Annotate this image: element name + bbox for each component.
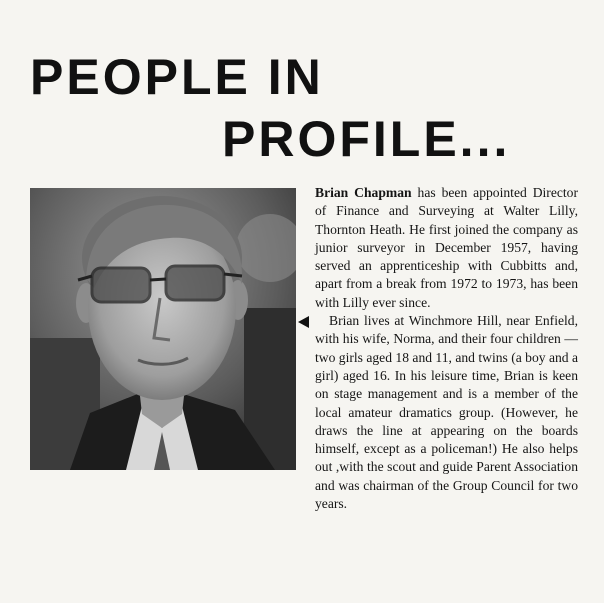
article-paragraph-2: Brian lives at Winchmore Hill, near Enfield, with his wife, Norma, and their four children — two girls aged 18 and 11, and twins (a boy and a girl) aged 16. In his leisure time, Brian is keen on stage management and is a member of the local amateur dramatics group. (However, he draws the line at appearing on the boards himself, except as a policeman!) He also helps out ,with the scout and guide Parent Association and was chairman of the Group Council for two years. xyxy=(315,313,579,512)
headline-line-1: PEOPLE IN xyxy=(30,49,324,105)
portrait-photo xyxy=(30,188,296,470)
article-subject-name: Brian Chapman xyxy=(315,185,412,200)
headline-line-2: PROFILE... xyxy=(222,111,511,167)
article-body xyxy=(315,184,578,513)
article-paragraph-1-text: has been appointed Director of Finance and Surveying at Walter Lilly, Thornton Heath. He first joined the company as junior surveyor in December 1957, having served an apprenticeship with Cubbitts and, apart from a break from 1972 to 1973, has been with Lilly ever since. xyxy=(315,185,578,310)
pointer-triangle-icon xyxy=(298,316,309,328)
article-paragraph-1 xyxy=(315,184,578,312)
